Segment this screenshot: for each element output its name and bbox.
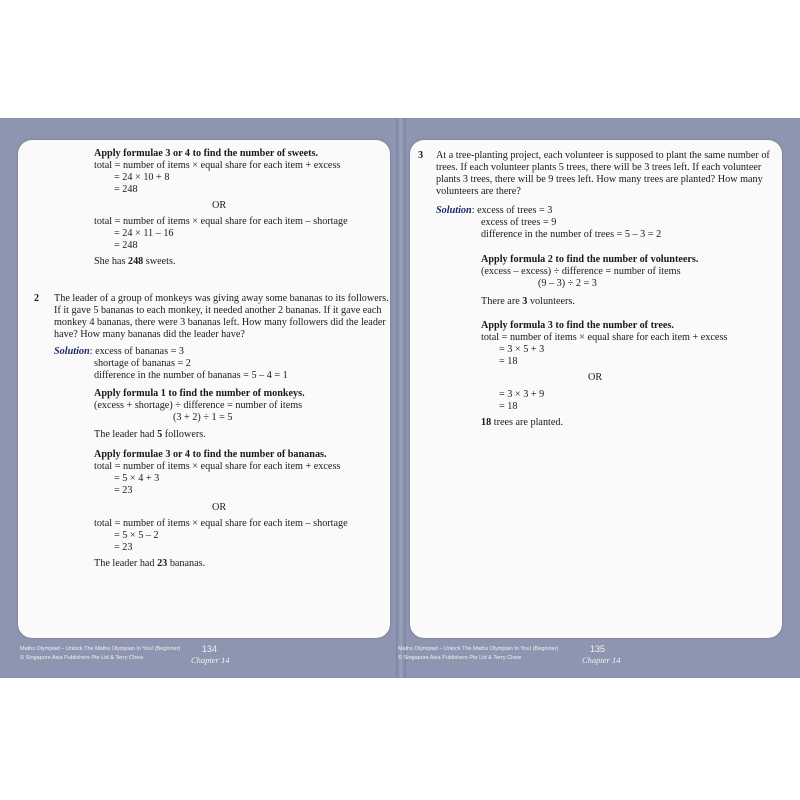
solution-line [436,205,552,217]
math-line: = 248 [114,184,138,195]
volunteers-formula-heading: Apply formula 2 to find the number of volunteers. [481,254,699,265]
math-line: total = number of items × equal share for each item + excess [481,332,728,343]
answer-line [94,429,206,441]
math-line: total = number of items × equal share for each item – shortage [94,216,348,227]
math-line: = 3 × 5 + 3 [499,344,545,355]
right-footer-copyright: © Singapore Asia Publishers Pte Ltd & Terry Chew [398,655,522,661]
question-text: have? How many bananas did the leader have? [54,329,245,340]
math-line: = 24 × 10 + 8 [114,172,170,183]
left-footer-copyright: © Singapore Asia Publishers Pte Ltd & Terry Chew [20,655,144,661]
answer-text: bananas. [167,558,206,569]
answer-text: The leader had [94,558,158,569]
question-number: 3 [418,150,424,161]
answer-line [94,256,176,268]
answer-text: volunteers. [527,296,575,307]
question-text: If it gave 5 bananas to each monkey, it needed another 2 bananas. If it gave each [54,305,382,316]
math-line: (excess – excess) ÷ difference = number of items [481,266,681,277]
answer-text: trees are planted. [491,417,564,428]
math-line: excess of trees = 9 [481,217,557,228]
math-line: total = number of items × equal share for each item + excess [94,461,341,472]
answer-value: 23 [157,558,168,569]
math-line: difference in the number of bananas = 5 – 4 = 1 [94,370,288,381]
right-page-content [410,140,782,638]
math-line: : excess of bananas = 3 [89,346,184,357]
left-page-content [18,140,390,638]
answer-line [94,558,205,570]
or-separator: OR [212,502,227,513]
answer-line [481,296,575,308]
question-text: monkey 4 bananas, there were 3 bananas left. How many followers did the leader [54,317,386,328]
math-line: = 5 × 4 + 3 [114,473,160,484]
math-line: (3 + 2) ÷ 1 = 5 [173,412,233,423]
math-line: = 248 [114,240,138,251]
trees-formula-heading: Apply formula 3 to find the number of trees. [481,320,674,331]
math-line: = 18 [499,356,518,367]
left-chapter-label: Chapter 14 [191,655,230,665]
monkeys-formula-heading: Apply formula 1 to find the number of monkeys. [94,388,305,399]
book-gutter [396,118,406,678]
question-number: 2 [34,293,40,304]
right-footer-title: Maths Olympiad – Unlock The Maths Olympian In You! (Beginner) [398,646,559,652]
math-line: (9 – 3) ÷ 2 = 3 [538,278,597,289]
answer-text: The leader had [94,429,158,440]
question-text: plants 3 trees, there will be 9 trees left. How many trees are planted? How many [436,174,763,185]
math-line: total = number of items × equal share for each item + excess [94,160,341,171]
math-line: = 23 [114,485,133,496]
answer-value: 5 [157,429,163,440]
math-line: = 18 [499,401,518,412]
bananas-formula-heading: Apply formulae 3 or 4 to find the number of bananas. [94,449,327,460]
question-text: volunteers are there? [436,186,521,197]
right-chapter-label: Chapter 14 [582,655,621,665]
or-separator: OR [588,372,603,383]
answer-text: She has [94,256,128,267]
math-line: : excess of trees = 3 [471,205,553,216]
or-separator: OR [212,200,227,211]
answer-text: followers. [162,429,206,440]
answer-value: 3 [522,296,528,307]
question-text: The leader of a group of monkeys was giving away some bananas to its followers. [54,293,389,304]
left-page [18,140,390,638]
math-line: = 5 × 5 – 2 [114,530,159,541]
sweets-formula-heading: Apply formulae 3 or 4 to find the number of sweets. [94,148,319,159]
math-line: = 3 × 3 + 9 [499,389,545,400]
left-footer-title: Maths Olympiad – Unlock The Maths Olympian In You! (Beginner) [20,646,181,652]
solution-line [54,346,184,358]
math-line: = 24 × 11 – 16 [114,228,174,239]
math-line: difference in the number of trees = 5 – 3 = 2 [481,229,662,240]
question-text: At a tree-planting project, each volunteer is supposed to plant the same number of [436,150,770,161]
solution-label: Solution [54,346,90,357]
answer-text: sweets. [143,256,176,267]
right-page-number: 135 [590,644,606,654]
solution-label: Solution [436,205,472,216]
math-line: (excess + shortage) ÷ difference = number of items [94,400,303,411]
answer-value: 18 [481,417,492,428]
math-line: = 23 [114,542,133,553]
answer-value: 248 [127,256,144,267]
math-line: total = number of items × equal share for each item – shortage [94,518,348,529]
answer-line [481,417,563,429]
left-page-number: 134 [202,644,218,654]
question-text: trees. If each volunteer plants 5 trees, there will be 3 trees left. If each volunteer [436,162,762,173]
right-page [410,140,782,638]
math-line: shortage of bananas = 2 [94,358,191,369]
answer-text: There are [481,296,523,307]
